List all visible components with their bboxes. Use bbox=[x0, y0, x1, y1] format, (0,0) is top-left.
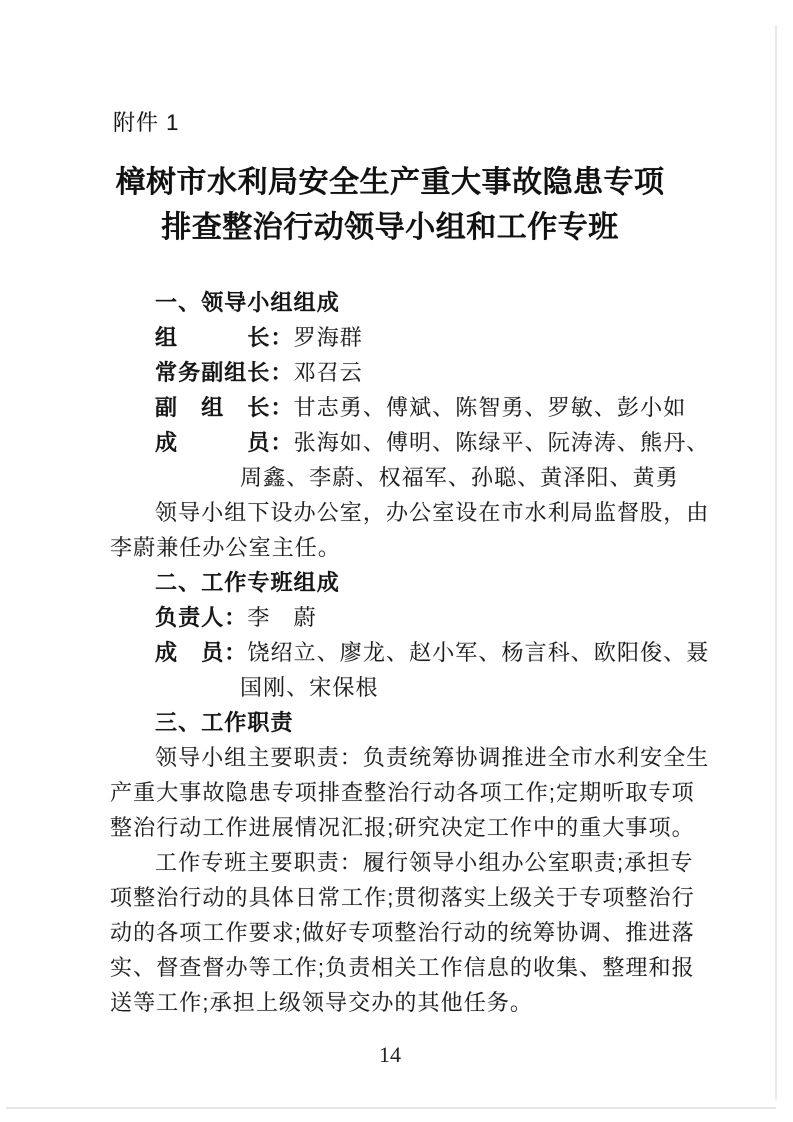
duties-paragraph-1-line-3: 整治行动工作进展情况汇报;研究决定工作中的重大事项。 bbox=[110, 815, 695, 840]
duties-paragraph-2-line-4: 实、督查督办等工作;负责相关工作信息的收集、整理和报 bbox=[110, 955, 695, 980]
role-value: 张海如、傅明、陈绿平、阮涛涛、熊丹、 bbox=[293, 430, 710, 455]
attachment-label: 附件 1 bbox=[113, 110, 180, 135]
role-value: 邓召云 bbox=[293, 360, 363, 385]
page-number: 14 bbox=[379, 1042, 401, 1067]
role-value: 饶绍立、廖龙、赵小军、杨言科、欧阳俊、聂 bbox=[247, 640, 710, 665]
role-label: 成 员： bbox=[155, 640, 248, 665]
title-line-2: 排查整治行动领导小组和工作专班 bbox=[161, 211, 619, 244]
section3-heading: 三、工作职责 bbox=[155, 710, 294, 735]
role-line-person-in-charge bbox=[110, 600, 720, 635]
role-value: 甘志勇、傅斌、陈智勇、罗敏、彭小如 bbox=[293, 395, 687, 420]
duties-paragraph-1-line-2: 产重大事故隐患专项排查整治行动各项工作;定期听取专项 bbox=[110, 780, 695, 805]
document-body bbox=[110, 285, 720, 1020]
duties-paragraph-2-line-5: 送等工作;承担上级领导交办的其他任务。 bbox=[110, 990, 534, 1015]
office-note-line-2: 李蔚兼任办公室主任。 bbox=[110, 535, 342, 560]
duties-paragraph-2-line-1: 工作专班主要职责：履行领导小组办公室职责;承担专 bbox=[155, 850, 694, 875]
role-line-group-leader bbox=[110, 320, 720, 355]
role-line-deputy-leaders bbox=[110, 390, 720, 425]
role-line-team-members bbox=[110, 635, 720, 670]
section1-heading: 一、领导小组组成 bbox=[155, 290, 340, 315]
role-label: 组 长： bbox=[155, 325, 294, 350]
role-label: 副 组 长： bbox=[155, 395, 294, 420]
role-value: 罗海群 bbox=[293, 325, 363, 350]
role-value: 李 蔚 bbox=[247, 605, 317, 630]
role-line-executive-deputy-leader bbox=[110, 355, 720, 390]
title-line-1: 樟树市水利局安全生产重大事故隐患专项 bbox=[115, 166, 665, 199]
role-label: 成 员： bbox=[155, 430, 294, 455]
section2-heading: 二、工作专班组成 bbox=[155, 570, 340, 595]
role-label: 常务副组长： bbox=[155, 360, 294, 385]
office-note-line-1: 领导小组下设办公室，办公室设在市水利局监督股，由 bbox=[155, 500, 710, 525]
duties-paragraph-2-line-3: 动的各项工作要求;做好专项整治行动的统筹协调、推进落 bbox=[110, 920, 695, 945]
role-label: 负责人： bbox=[155, 605, 248, 630]
scan-artifact-vertical-line bbox=[775, 25, 777, 1100]
document-title bbox=[0, 160, 780, 250]
scan-artifact-horizontal-line bbox=[6, 1107, 776, 1109]
team-members-wrap-line: 国刚、宋保根 bbox=[240, 675, 379, 700]
duties-paragraph-2-line-2: 项整治行动的具体日常工作;贯彻落实上级关于专项整治行 bbox=[110, 885, 695, 910]
role-line-members bbox=[110, 425, 720, 460]
duties-paragraph-1-line-1: 领导小组主要职责：负责统筹协调推进全市水利安全生 bbox=[155, 745, 710, 770]
members-wrap-line: 周鑫、李蔚、权福军、孙聪、黄泽阳、黄勇 bbox=[240, 465, 679, 490]
